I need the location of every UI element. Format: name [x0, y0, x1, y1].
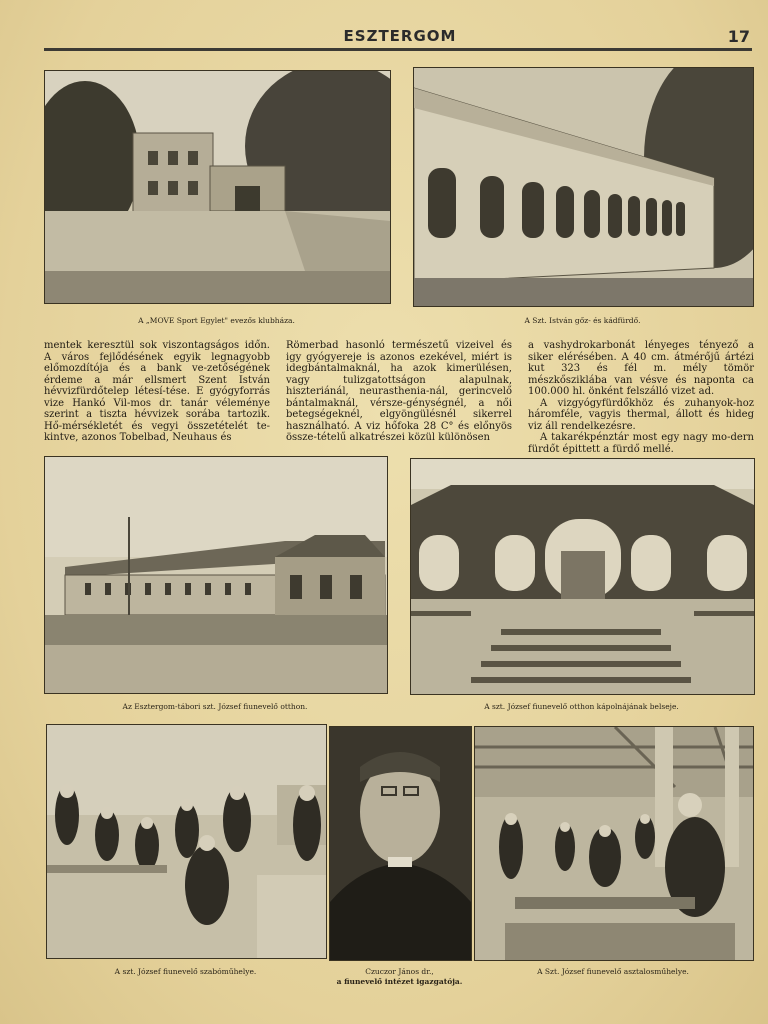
caption-tailor-workshop: A szt. József fiunevelő szabóműhelye.: [114, 967, 257, 976]
article-column-3: [528, 340, 754, 455]
photo-orphanage: [44, 456, 388, 694]
photo-carpentry-workshop: [474, 726, 754, 961]
caption-szent-istvan-bath: A Szt. István gőz- és kádfürdő.: [524, 316, 641, 325]
photo-director-portrait: [329, 726, 472, 961]
caption-chapel-interior: A szt. József fiunevelő otthon kápolnájának belseje.: [484, 702, 679, 711]
caption-director-line-2: a fiunevelő intézet igazgatója.: [336, 977, 463, 986]
photo-szent-istvan-bath: [413, 67, 754, 307]
article-col3-paragraph-1: a vashydrokarbonát lényeges tényező a siker elérésében. A 40 cm. átmérőjű ártézi kut 323 és fél m. mély tömör mészkősziklába van vésve és naponta ca 100.000 hl. önként felszálló vizet ad.: [528, 340, 754, 397]
caption-carpentry-workshop: A Szt. József fiunevelő asztalosműhelye.: [537, 967, 689, 976]
caption-orphanage: Az Esztergom-tábori szt. József fiunevelő otthon.: [122, 702, 308, 711]
article-col1-text: mentek keresztül sok viszontagságos időn. A város fejlődésének egyik legnagyobb előmozdítója és a bank ve-zetőségének érdeme a már ellsmert Szent István hévvizfürdőtelep létesí-tése. E gyógyforrás vize Hankó Vil-mos dr. tanár véleménye szerint a tiszta hévvizek sorába tartozik. Hő-mérsékletét és vegyi összetételét te-kintve, azonos Tobelbad, Neuhaus és: [44, 340, 270, 443]
page-header-title: ESZTERGOM: [343, 27, 457, 45]
caption-move-clubhouse: A „MOVE Sport Egylet" evezős klubháza.: [138, 316, 295, 325]
header-rule: [44, 48, 752, 51]
article-column-1: [44, 340, 270, 444]
caption-director-line-1: Czuczor János dr.,: [365, 967, 434, 976]
photo-tailor-workshop: [46, 724, 327, 959]
article-col3-paragraph-3: A takarékpénztár most egy nagy mo-dern fürdőt épittett a fürdő mellé.: [528, 432, 754, 455]
article-column-2: [286, 340, 512, 444]
photo-move-clubhouse: [44, 70, 391, 304]
article-col2-text: Römerbad hasonló természetű vizeivel és igy gyógyereje is azonos ezekével, miért is idegbántalmaknál, ha azok kimerülésen, vagy tulizgatottságon alapulnak, hiszteriánál, neurasthenia-nál, gerincvelő bántalmaknál, vérsze-génységnél, a női betegségeknél, elgyöngülésnél sikerrel használható. A viz hőfoka 28 C° és előnyös össze-tételű alkatrészei közül különösen: [286, 340, 512, 443]
photo-chapel-interior: [410, 458, 755, 695]
page-number: 17: [727, 27, 750, 46]
article-col3-paragraph-2: A vizgyógyfürdőkhöz és zuhanyok-hoz háromféle, vagyis thermal, állott és hideg viz áll rendelkezésre.: [528, 397, 754, 432]
